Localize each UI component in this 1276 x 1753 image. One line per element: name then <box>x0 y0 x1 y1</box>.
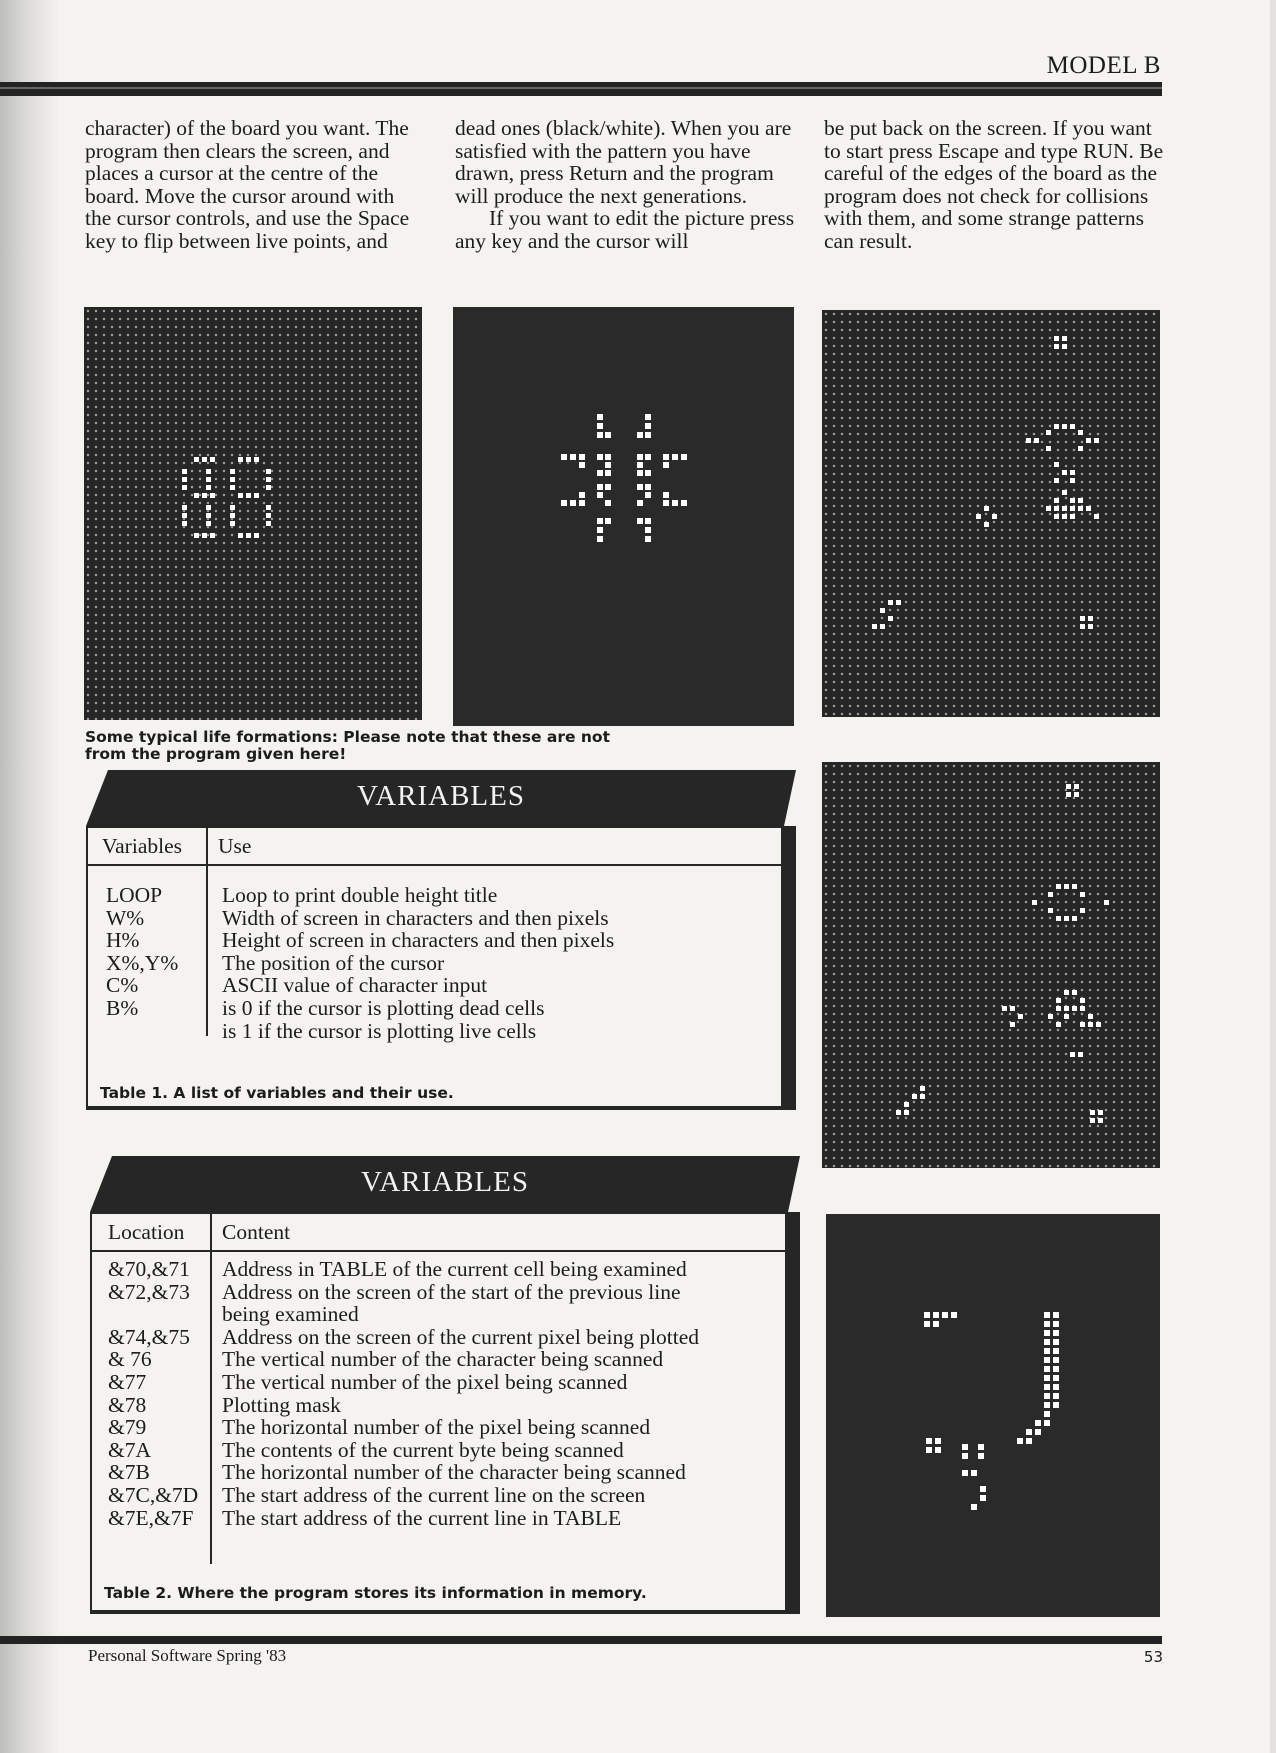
table-row: B% is 0 if the cursor is plotting dead cells <box>106 995 545 1020</box>
table-2-header-location: Location <box>108 1220 185 1244</box>
table-1-title: VARIABLES <box>357 780 525 812</box>
text-column-2 <box>455 117 795 253</box>
table-row: H% Height of screen in characters and then pixels <box>106 928 615 953</box>
life-pattern-3 <box>822 310 1160 717</box>
variables-table-2 <box>90 1156 800 1614</box>
table-2-caption: Table 2. Where the program stores its information in memory. <box>104 1584 647 1602</box>
figure-caption: Some typical life formations: Please note that these are not from the program given here! <box>85 728 610 763</box>
section-header: MODEL B <box>1046 52 1161 79</box>
text-column-1 <box>85 117 425 253</box>
table-row: &78 Plotting mask <box>108 1392 341 1417</box>
table-1-header-row <box>88 828 781 866</box>
table-row: &79 The horizontal number of the pixel being scanned <box>108 1415 651 1440</box>
text-column-3 <box>824 117 1164 253</box>
table-row: & 76 The vertical number of the character being scanned <box>108 1347 664 1372</box>
life-screenshot-3 <box>822 310 1160 717</box>
table-1-side-shade <box>784 826 796 1110</box>
column-3-text: be put back on the screen. If you want to start press Escape and type RUN. Be careful of the edges of the board as the program does not check for collisions with them, and some strange patterns can result. <box>824 116 1164 253</box>
bottom-rule <box>0 1636 1162 1644</box>
column-2-paragraph-1: dead ones (black/white). When you are satisfied with the pattern you have drawn, press Return and the program will produce the next generations. <box>455 116 792 208</box>
table-row: &7A The contents of the current byte being scanned <box>108 1437 624 1462</box>
table-2-header-row <box>92 1214 785 1252</box>
table-row: is 1 if the cursor is plotting live cells <box>222 1018 537 1043</box>
table-row: &7E,&7F The start address of the current line in TABLE <box>108 1505 622 1530</box>
table-1-header-variables: Variables <box>102 834 182 858</box>
top-rule <box>0 82 1162 96</box>
table-1-header-use: Use <box>218 834 252 858</box>
table-2-title: VARIABLES <box>361 1166 529 1198</box>
table-row: C% ASCII value of character input <box>106 973 488 998</box>
page-edge <box>1270 0 1276 1753</box>
life-screenshot-4 <box>822 762 1160 1168</box>
page-number: 53 <box>1143 1648 1163 1666</box>
life-screenshot-2 <box>453 307 794 726</box>
life-screenshot-5 <box>826 1214 1160 1617</box>
life-screenshot-1 <box>84 307 422 720</box>
table-row: &7B The horizontal number of the character being scanned <box>108 1460 686 1485</box>
table-2-frame <box>90 1212 788 1614</box>
table-row: &70,&71 Address in TABLE of the current cell being examined <box>108 1257 687 1281</box>
table-row: LOOP Loop to print double height title <box>106 883 498 907</box>
table-row: &77 The vertical number of the pixel being scanned <box>108 1369 628 1394</box>
life-pattern-5 <box>826 1214 1160 1617</box>
footer-publication: Personal Software Spring '83 <box>88 1646 287 1665</box>
table-1-frame <box>86 826 784 1110</box>
table-row: &7C,&7D The start address of the current line on the screen <box>108 1482 646 1507</box>
column-2-paragraph-2: If you want to edit the picture press any key and the cursor will <box>455 206 795 253</box>
table-1-caption: Table 1. A list of variables and their use. <box>100 1084 454 1102</box>
table-row: &74,&75 Address on the screen of the current pixel being plotted <box>108 1324 700 1349</box>
table-2-header-content: Content <box>222 1220 291 1244</box>
life-pattern-1 <box>84 307 422 720</box>
column-1-text: character) of the board you want. The program then clears the screen, and places a cursor at the centre of the board. Move the cursor around with the cursor controls, and use the Space key to flip between live points, and <box>85 116 410 253</box>
table-row: &72,&73 Address on the screen of the start of the previous line being examined <box>108 1279 681 1327</box>
table-2-side-shade <box>788 1212 800 1614</box>
life-pattern-4 <box>822 762 1160 1168</box>
table-2-rows <box>108 1258 716 1529</box>
table-row: W% Width of screen in characters and then pixels <box>106 905 609 930</box>
table-1-rows <box>106 884 746 1042</box>
table-row: X%,Y% The position of the cursor <box>106 950 445 975</box>
variables-table-1 <box>86 770 796 1110</box>
life-pattern-2 <box>453 307 794 726</box>
page-binding-shadow <box>0 0 60 1753</box>
